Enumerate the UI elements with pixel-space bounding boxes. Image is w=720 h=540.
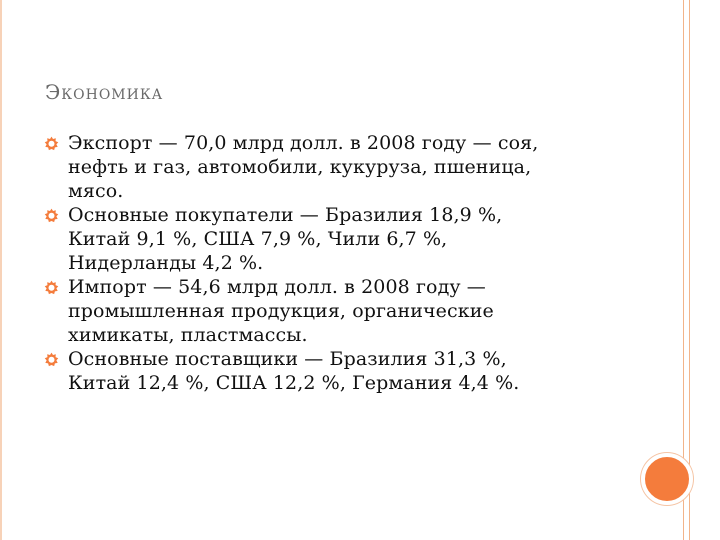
bullet-item [44,203,604,275]
bullet-line: Основные поставщики — Бразилия 31,3 %, [68,348,507,370]
bullet-line: Китай 9,1 %, США 7,9 %, Чили 6,7 %, [68,228,448,250]
bullet-line: химикаты, пластмассы. [68,324,308,346]
bullet-item [44,275,604,347]
gear-star-icon [44,208,59,223]
bullet-item [44,131,604,203]
decorative-circle [641,453,693,505]
right-border-rule [689,0,690,540]
bullet-line: Экспорт — 70,0 млрд долл. в 2008 году — соя, [68,132,539,154]
left-border-rule [0,0,2,540]
gear-star-icon [44,352,59,367]
bullet-line: Китай 12,4 %, США 12,2 %, Германия 4,4 %. [68,372,520,394]
bullet-line: мясо. [68,180,124,202]
gear-star-icon [44,280,59,295]
gear-star-icon [44,136,59,151]
bullet-line: Импорт — 54,6 млрд долл. в 2008 году — [68,276,486,298]
slide-title: Экономика [45,80,164,104]
bullet-line: нефть и газ, автомобили, кукуруза, пшеница, [68,156,532,178]
bullet-line: Нидерланды 4,2 %. [68,252,264,274]
bullet-line: Основные покупатели — Бразилия 18,9 %, [68,204,503,226]
bullet-list [44,131,604,395]
bullet-item [44,347,604,395]
bullet-line: промышленная продукция, органические [68,300,494,322]
